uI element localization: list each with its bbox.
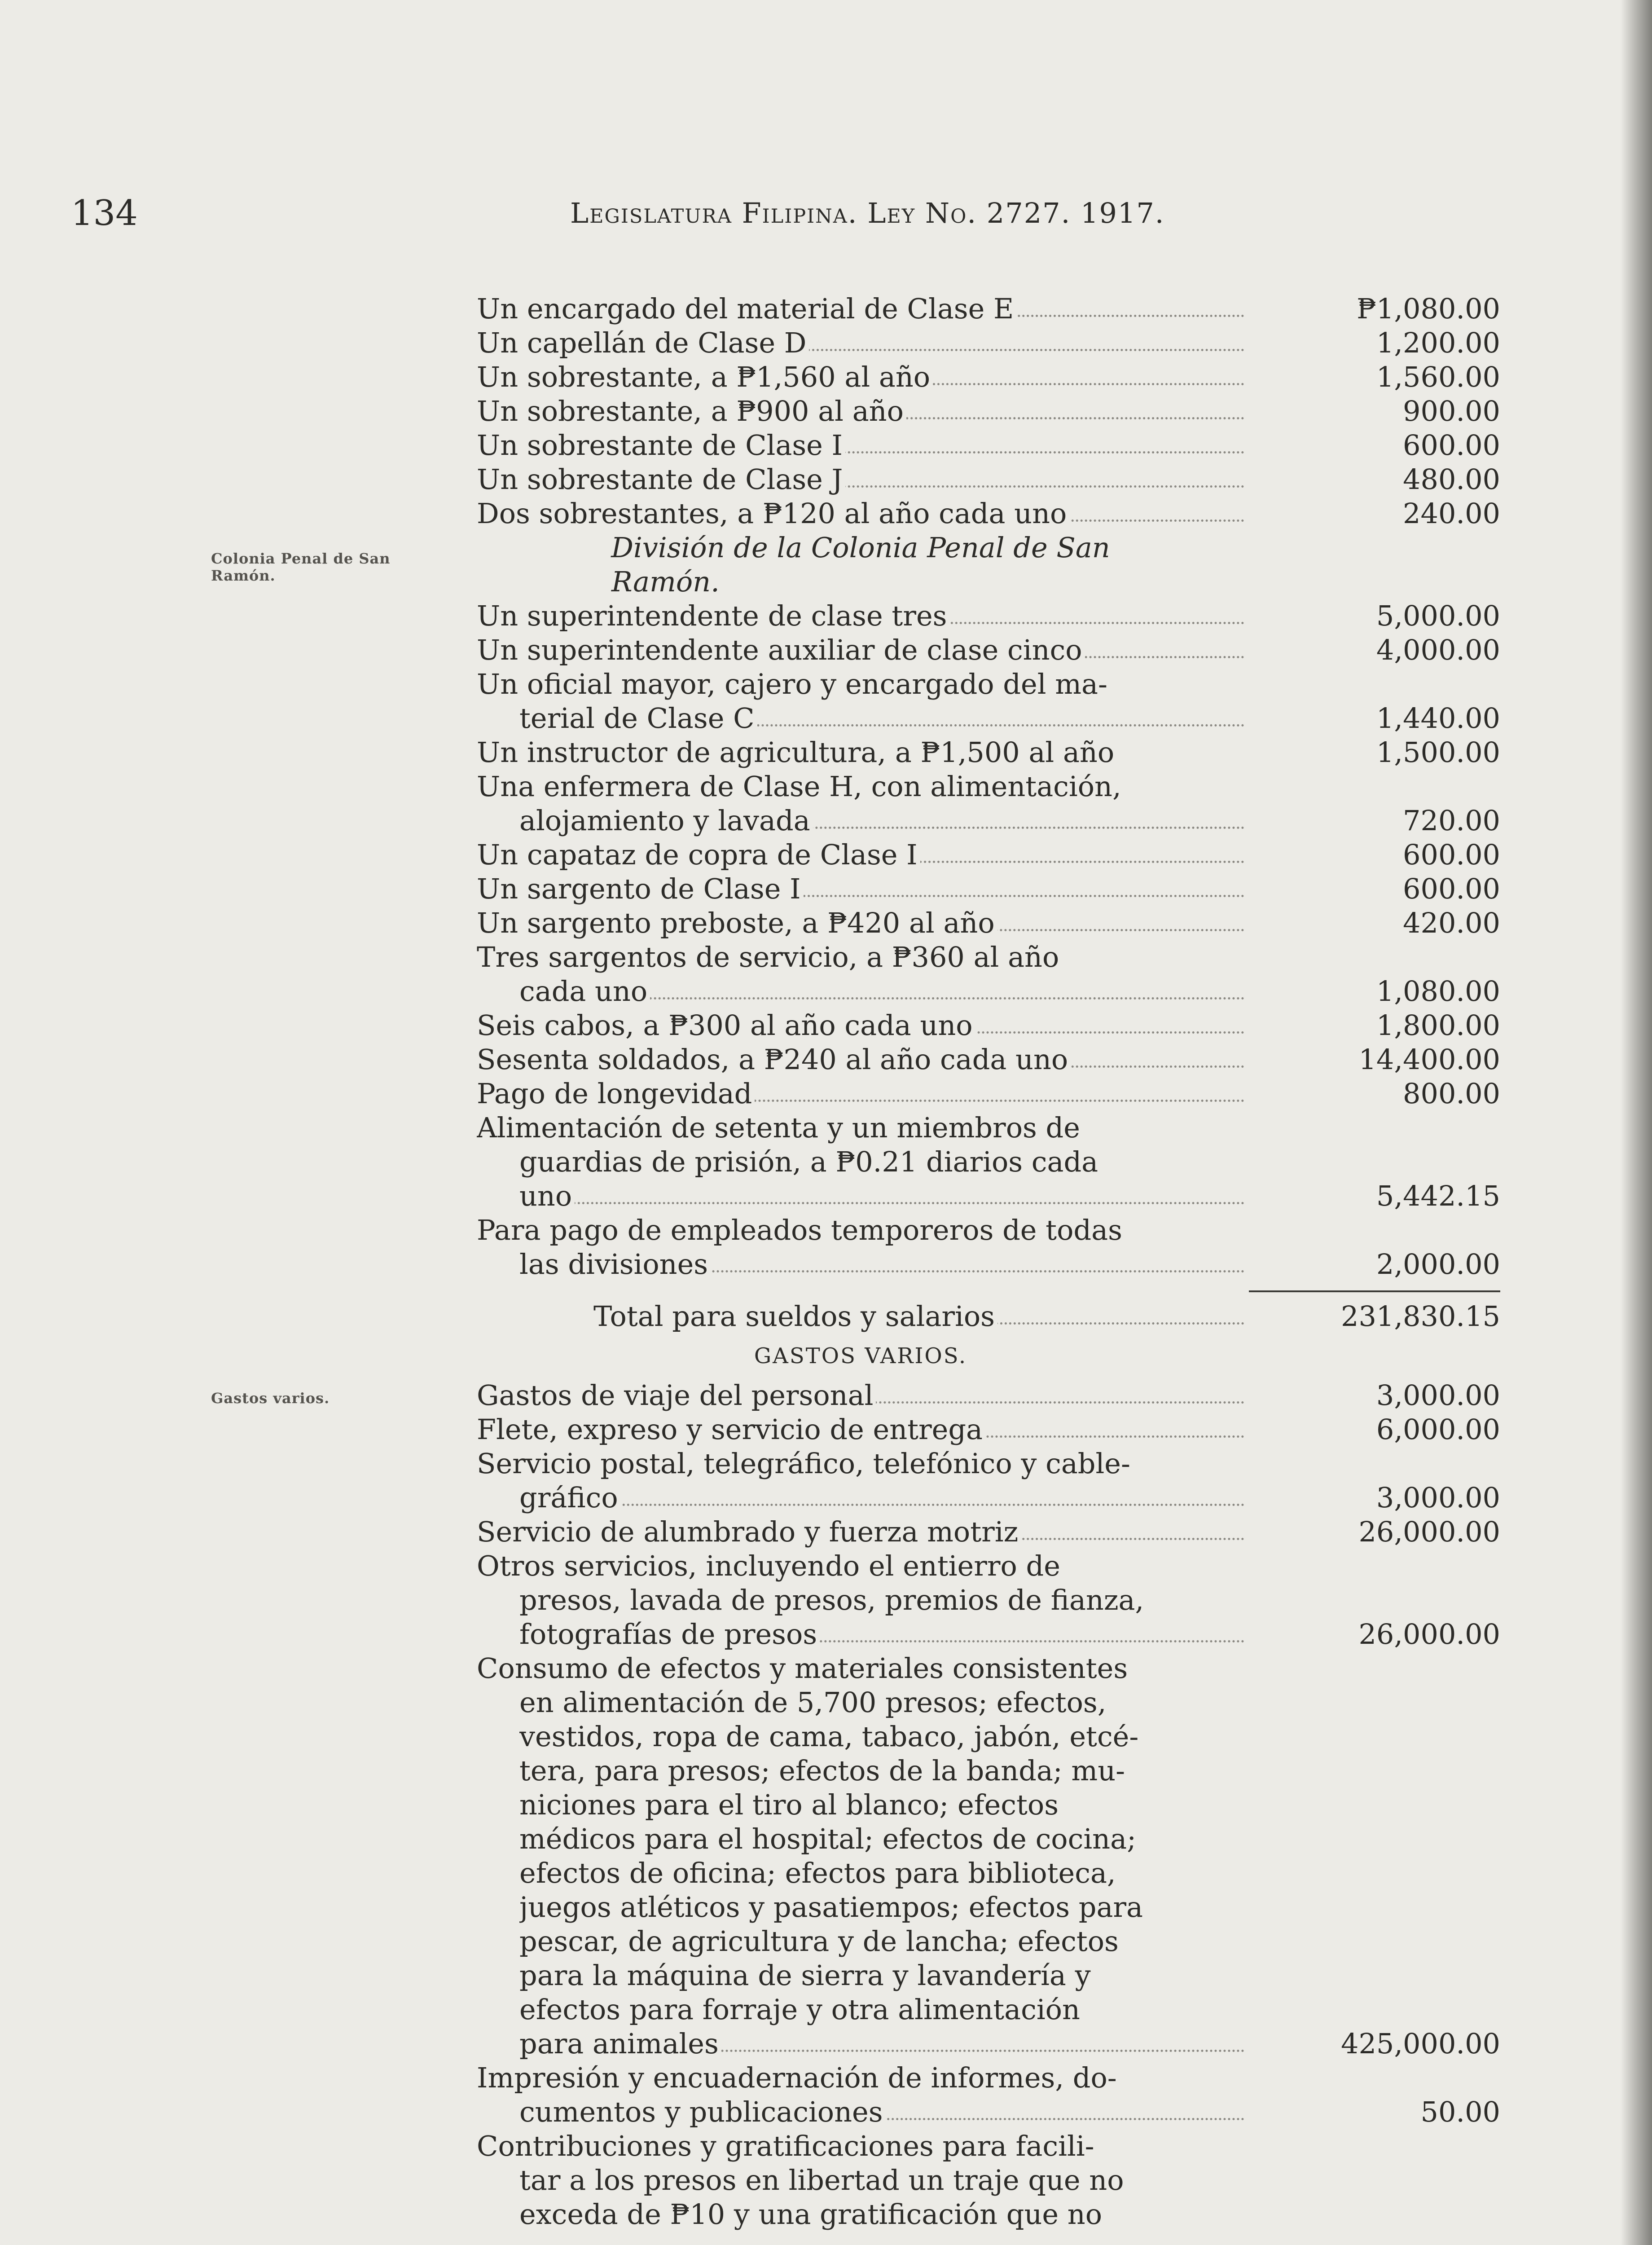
item-text: efectos para forraje y otra alimentación [519, 1993, 1083, 2026]
item-text: Un capellán de Clase D [477, 326, 809, 359]
gastos-section [477, 1378, 1500, 2232]
list-item [477, 2061, 1500, 2095]
item-text: uno [519, 1180, 575, 1212]
item-amount: ₱1,080.00 [1357, 292, 1500, 325]
division-heading-line2: Ramón. [611, 565, 720, 598]
item-text: pescar, de agricultura y de lancha; efectos [519, 1925, 1121, 1958]
item-amount: 5,000.00 [1376, 599, 1500, 632]
list-item [477, 1720, 1500, 1754]
item-text: cumentos y publicaciones [519, 2095, 886, 2128]
item-text: Un instructor de agricultura, a ₱1,500 al año [477, 736, 1117, 769]
item-amount: 2,000.00 [1376, 1248, 1500, 1281]
item-text: las divisiones [519, 1248, 711, 1281]
list-item [477, 360, 1500, 394]
item-text: Sesenta soldados, a ₱240 al año cada uno [477, 1043, 1071, 1076]
item-amount: 240.00 [1403, 497, 1500, 530]
list-item [477, 1959, 1500, 1993]
item-text: tar a los presos en libertad un traje que no [519, 2164, 1127, 2197]
division-section [477, 599, 1500, 1281]
item-amount: 1,560.00 [1376, 361, 1500, 393]
page-header [0, 193, 1652, 242]
list-item [477, 1686, 1500, 1720]
list-item [477, 1213, 1500, 1247]
list-item [477, 1515, 1500, 1549]
list-item [477, 326, 1500, 360]
list-item [477, 1111, 1500, 1145]
item-text: Flete, expreso y servicio de entrega [477, 1413, 985, 1446]
item-text: Un capataz de copra de Clase I [477, 838, 920, 871]
item-text: para animales [519, 2027, 721, 2060]
list-item [477, 1993, 1500, 2027]
list-item [477, 2163, 1500, 2197]
item-amount: 425,000.00 [1341, 2027, 1500, 2060]
list-item [477, 1890, 1500, 1924]
item-amount: 800.00 [1403, 1077, 1500, 1110]
list-item [477, 735, 1500, 770]
item-text: médicos para el hospital; efectos de cocina; [519, 1822, 1139, 1855]
total-rule [477, 1281, 1500, 1299]
list-item [477, 292, 1500, 326]
item-text: Un sobrestante, a ₱1,560 al año [477, 361, 933, 393]
list-item [477, 940, 1500, 974]
item-text: Gastos de viaje del personal [477, 1379, 876, 1412]
list-item [477, 1617, 1500, 1651]
item-text: juegos atléticos y pasatiempos; efectos para [519, 1891, 1146, 1924]
list-item [477, 462, 1500, 497]
item-text: Pago de longevidad [477, 1077, 755, 1110]
item-text: exceda de ₱10 y una gratificación que no [519, 2198, 1105, 2231]
list-item [477, 2095, 1500, 2129]
item-text: fotografías de presos [519, 1618, 820, 1651]
item-amount: 4,000.00 [1376, 634, 1500, 666]
list-item [477, 1481, 1500, 1515]
margin-note-colonia: Colonia Penal de San Ramón. [211, 550, 391, 584]
item-text: Tres sargentos de servicio, a ₱360 al año [477, 941, 1062, 973]
item-amount: 600.00 [1403, 429, 1500, 462]
list-item [477, 838, 1500, 872]
item-text: Alimentación de setenta y un miembros de [477, 1111, 1083, 1144]
item-amount: 600.00 [1403, 838, 1500, 871]
list-item [477, 906, 1500, 940]
item-amount: 1,200.00 [1376, 326, 1500, 359]
list-item [477, 701, 1500, 735]
item-text: Otros servicios, incluyendo el entierro de [477, 1549, 1063, 1582]
item-amount: 6,000.00 [1376, 1413, 1500, 1446]
item-amount: 5,442.15 [1376, 1180, 1500, 1212]
list-item [477, 2197, 1500, 2232]
item-text: niciones para el tiro al blanco; efectos [519, 1788, 1061, 1821]
item-text: Una enfermera de Clase H, con alimentación, [477, 770, 1124, 803]
item-text: terial de Clase C [519, 702, 757, 735]
list-item [477, 872, 1500, 906]
list-item [477, 1179, 1500, 1213]
list-item [477, 1549, 1500, 1583]
list-item [477, 1247, 1500, 1281]
list-item [477, 1447, 1500, 1481]
item-text: Un superintendente auxiliar de clase cinco [477, 634, 1085, 666]
item-text: Servicio de alumbrado y fuerza motriz [477, 1515, 1021, 1548]
total-label: Total para sueldos y salarios [593, 1300, 997, 1333]
division-heading-cont [477, 565, 1500, 599]
item-amount: 1,080.00 [1376, 975, 1500, 1008]
list-item [477, 2027, 1500, 2061]
item-text: Impresión y encuadernación de informes, do- [477, 2061, 1120, 2094]
item-amount: 3,000.00 [1376, 1379, 1500, 1412]
list-item [477, 974, 1500, 1008]
list-item [477, 1378, 1500, 1413]
list-item [477, 667, 1500, 701]
item-text: Contribuciones y gratificaciones para facili- [477, 2130, 1097, 2162]
total-row [477, 1299, 1500, 1334]
item-text: presos, lavada de presos, premios de fianza, [519, 1584, 1147, 1616]
item-amount: 14,400.00 [1358, 1043, 1500, 1076]
division-heading [477, 531, 1500, 565]
list-item [477, 497, 1500, 531]
item-amount: 26,000.00 [1358, 1515, 1500, 1548]
salaries-top-section [477, 292, 1500, 531]
total-amount: 231,830.15 [1341, 1300, 1500, 1333]
page-number: 134 [71, 193, 138, 233]
item-text: cada uno [519, 975, 650, 1008]
appropriation-list [477, 292, 1500, 2232]
gastos-title: GASTOS VARIOS. [754, 1343, 967, 1369]
item-amount: 720.00 [1403, 804, 1500, 837]
list-item [477, 770, 1500, 804]
item-amount: 1,440.00 [1376, 702, 1500, 735]
list-item [477, 599, 1500, 633]
item-text: tera, para presos; efectos de la banda; mu- [519, 1754, 1128, 1787]
item-text: Consumo de efectos y materiales consistentes [477, 1652, 1130, 1685]
list-item [477, 1754, 1500, 1788]
list-item [477, 1651, 1500, 1686]
list-item [477, 394, 1500, 428]
page-edge-shadow [1621, 0, 1652, 2245]
list-item [477, 1145, 1500, 1179]
list-item [477, 1856, 1500, 1890]
list-item [477, 1822, 1500, 1856]
division-heading-line1: División de la Colonia Penal de San [611, 531, 1110, 564]
item-text: Servicio postal, telegráfico, telefónico y cable- [477, 1447, 1133, 1480]
item-text: para la máquina de sierra y lavandería y [519, 1959, 1094, 1992]
item-amount: 26,000.00 [1358, 1618, 1500, 1651]
item-text: Para pago de empleados temporeros de todas [477, 1214, 1125, 1246]
item-text: Un sobrestante de Clase J [477, 463, 845, 496]
list-item [477, 1924, 1500, 1959]
list-item [477, 428, 1500, 462]
item-amount: 480.00 [1403, 463, 1500, 496]
item-amount: 1,500.00 [1376, 736, 1500, 769]
item-text: vestidos, ropa de cama, tabaco, jabón, etcé- [519, 1720, 1141, 1753]
list-item [477, 2129, 1500, 2163]
item-amount: 600.00 [1403, 872, 1500, 905]
list-item [477, 1043, 1500, 1077]
item-amount: 420.00 [1403, 907, 1500, 939]
list-item [477, 1413, 1500, 1447]
margin-note-gastos: Gastos varios. [211, 1390, 330, 1407]
item-text: Dos sobrestantes, a ₱120 al año cada uno [477, 497, 1069, 530]
item-amount: 3,000.00 [1376, 1481, 1500, 1514]
list-item [477, 804, 1500, 838]
running-title: Legislatura Filipina. Ley No. 2727. 1917. [570, 197, 1165, 229]
list-item [477, 633, 1500, 667]
list-item [477, 1077, 1500, 1111]
item-amount: 50.00 [1420, 2095, 1500, 2128]
item-text: Un oficial mayor, cajero y encargado del ma- [477, 668, 1110, 700]
item-amount: 1,800.00 [1376, 1009, 1500, 1042]
item-text: Seis cabos, a ₱300 al año cada uno [477, 1009, 975, 1042]
item-amount: 900.00 [1403, 395, 1500, 427]
item-text: efectos de oficina; efectos para biblioteca, [519, 1857, 1119, 1889]
item-text: Un sargento preboste, a ₱420 al año [477, 907, 997, 939]
item-text: gráfico [519, 1481, 621, 1514]
list-item [477, 1788, 1500, 1822]
item-text: Un sargento de Clase I [477, 872, 804, 905]
item-text: Un sobrestante, a ₱900 al año [477, 395, 906, 427]
list-item [477, 1583, 1500, 1617]
item-text: Un sobrestante de Clase I [477, 429, 845, 462]
item-text: alojamiento y lavada [519, 804, 813, 837]
list-item [477, 1008, 1500, 1043]
item-text: Un superintendente de clase tres [477, 599, 949, 632]
item-text: en alimentación de 5,700 presos; efectos, [519, 1686, 1109, 1719]
item-text: guardias de prisión, a ₱0.21 diarios cada [519, 1145, 1101, 1178]
item-text: Un encargado del material de Clase E [477, 292, 1016, 325]
